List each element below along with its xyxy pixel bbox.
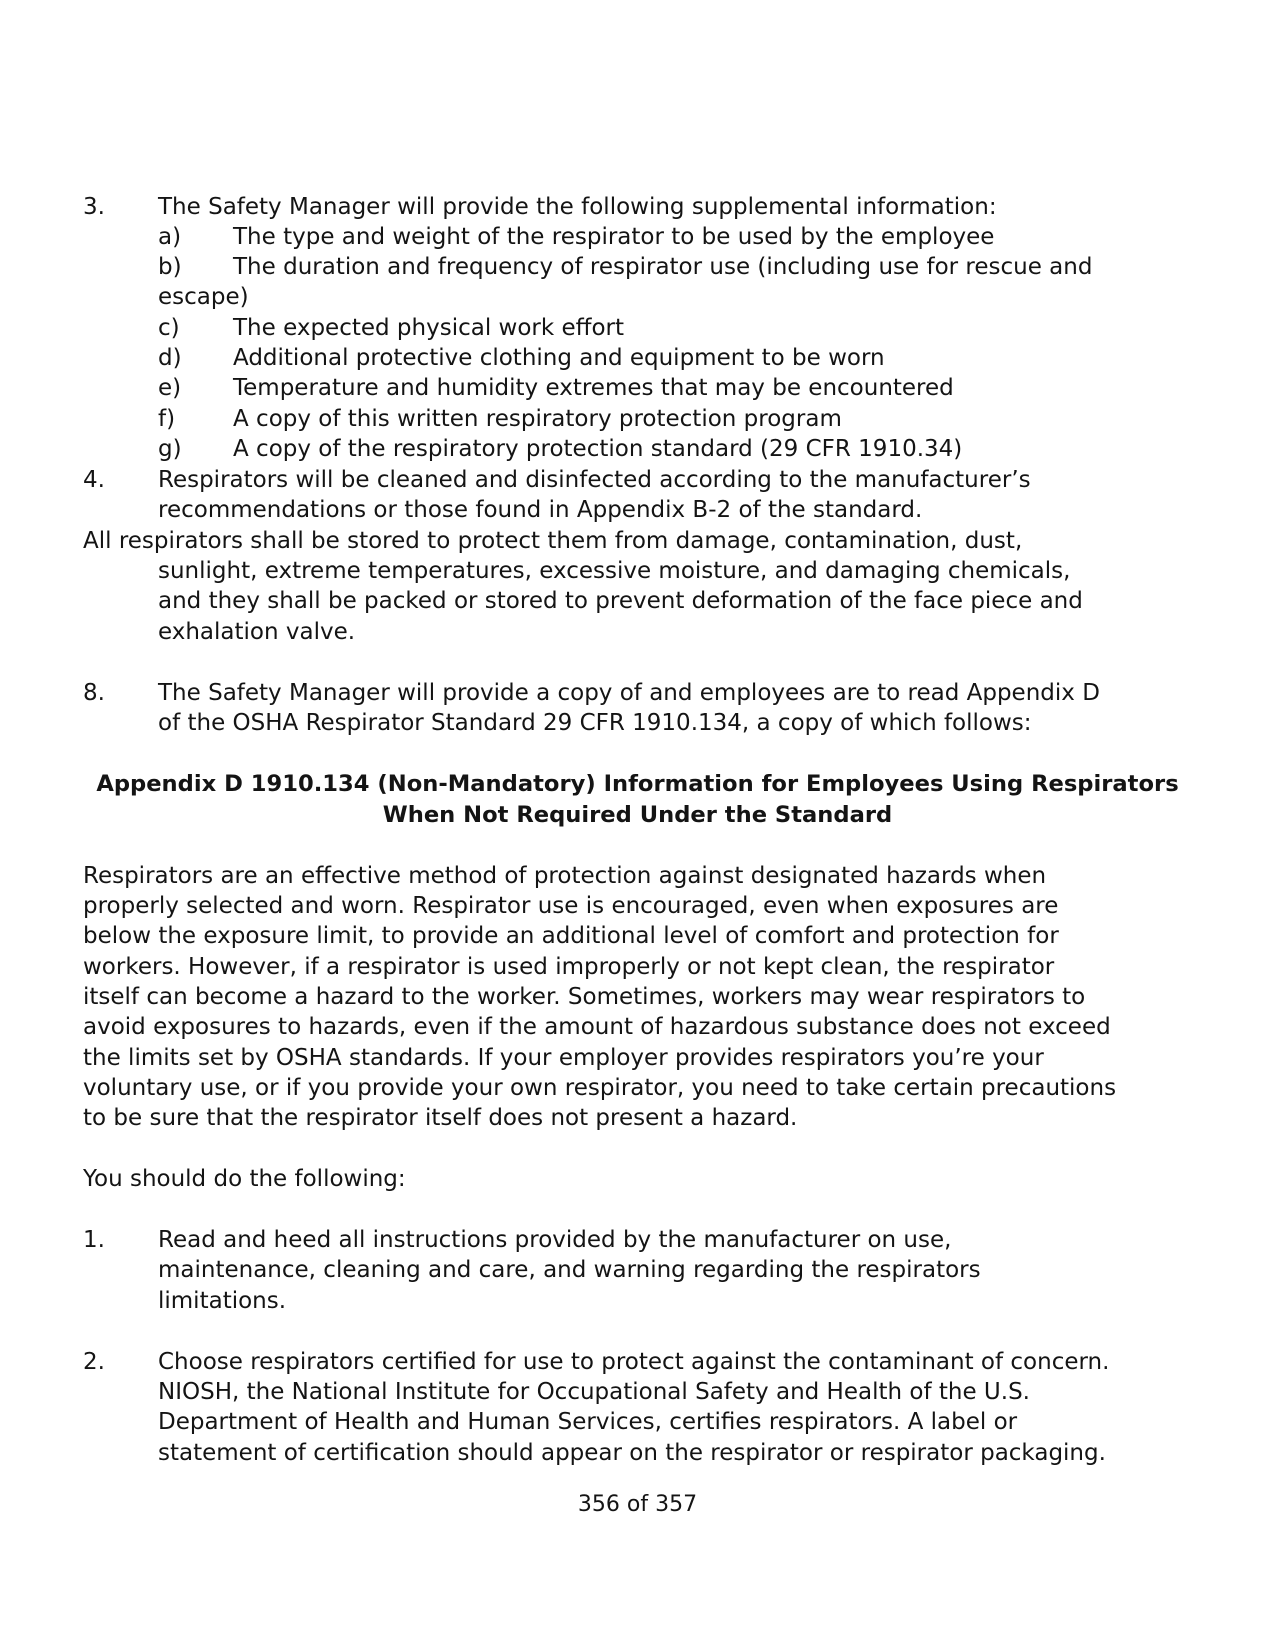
item-8-number: 8. (83, 680, 105, 706)
list-item-line: Read and heed all instructions provided by the manufacturer on use, (158, 1227, 952, 1253)
subitem-f-label: f) (158, 406, 176, 432)
subitem-c-text: The expected physical work effort (233, 315, 625, 341)
storage-line: sunlight, extreme temperatures, excessive moisture, and damaging chemicals, (158, 558, 1071, 584)
intro-line: to be sure that the respirator itself does not present a hazard. (83, 1105, 798, 1131)
intro-line: itself can become a hazard to the worker. Sometimes, workers may wear respirators to (83, 984, 1086, 1010)
subitem-d-text: Additional protective clothing and equipment to be worn (233, 345, 885, 371)
list-item-line: limitations. (158, 1288, 287, 1314)
storage-first-line: All respirators shall be stored to protect them from damage, contamination, dust, (83, 528, 1023, 554)
item-4-line: Respirators will be cleaned and disinfected according to the manufacturer’s (158, 467, 1031, 493)
item-8-line: of the OSHA Respirator Standard 29 CFR 1910.134, a copy of which follows: (158, 710, 1032, 736)
should-do-text: You should do the following: (83, 1166, 406, 1192)
list-item-line: NIOSH, the National Institute for Occupational Safety and Health of the U.S. (158, 1379, 1030, 1405)
subitem-c-label: c) (158, 315, 180, 341)
subitem-b-continuation: escape) (158, 284, 249, 310)
subitem-d-label: d) (158, 345, 182, 371)
intro-line: workers. However, if a respirator is used improperly or not kept clean, the respirator (83, 954, 1055, 980)
subitem-a-label: a) (158, 224, 182, 250)
intro-line: Respirators are an effective method of protection against designated hazards when (83, 863, 1047, 889)
intro-line: avoid exposures to hazards, even if the amount of hazardous substance does not exceed (83, 1014, 1111, 1040)
page-number: 356 of 357 (577, 1492, 698, 1517)
list-item-number: 2. (83, 1349, 105, 1375)
intro-line: voluntary use, or if you provide your own respirator, you need to take certain precautions (83, 1075, 1117, 1101)
appendix-heading-line-2: When Not Required Under the Standard (382, 802, 893, 828)
item-3-number: 3. (83, 194, 105, 220)
item-3-text: The Safety Manager will provide the following supplemental information: (158, 194, 997, 220)
item-4-number: 4. (83, 467, 105, 493)
intro-line: properly selected and worn. Respirator use is encouraged, even when exposures are (83, 893, 1059, 919)
subitem-b-label: b) (158, 254, 182, 280)
storage-line: exhalation valve. (158, 619, 356, 645)
storage-line: and they shall be packed or stored to prevent deformation of the face piece and (158, 588, 1083, 614)
appendix-heading-line-1: Appendix D 1910.134 (Non-Mandatory) Information for Employees Using Respirators (96, 771, 1179, 797)
subitem-g-text: A copy of the respiratory protection standard (29 CFR 1910.34) (233, 436, 963, 462)
subitem-f-text: A copy of this written respiratory protection program (233, 406, 842, 432)
list-item-line: Choose respirators certified for use to protect against the contaminant of concern. (158, 1349, 1110, 1375)
subitem-a-text: The type and weight of the respirator to be used by the employee (233, 224, 995, 250)
list-item-line: statement of certification should appear on the respirator or respirator packaging. (158, 1440, 1106, 1466)
list-item-number: 1. (83, 1227, 105, 1253)
subitem-b-text: The duration and frequency of respirator use (including use for rescue and (233, 254, 1093, 280)
list-item-line: maintenance, cleaning and care, and warning regarding the respirators (158, 1257, 981, 1283)
subitem-e-text: Temperature and humidity extremes that may be encountered (233, 375, 954, 401)
subitem-e-label: e) (158, 375, 182, 401)
list-item-line: Department of Health and Human Services, certifies respirators. A label or (158, 1409, 1018, 1435)
item-4-line: recommendations or those found in Appendix B-2 of the standard. (158, 497, 923, 523)
intro-line: below the exposure limit, to provide an additional level of comfort and protection for (83, 923, 1059, 949)
intro-line: the limits set by OSHA standards. If your employer provides respirators you’re your (83, 1045, 1044, 1071)
item-8-line: The Safety Manager will provide a copy of and employees are to read Appendix D (158, 680, 1100, 706)
subitem-g-label: g) (158, 436, 182, 462)
